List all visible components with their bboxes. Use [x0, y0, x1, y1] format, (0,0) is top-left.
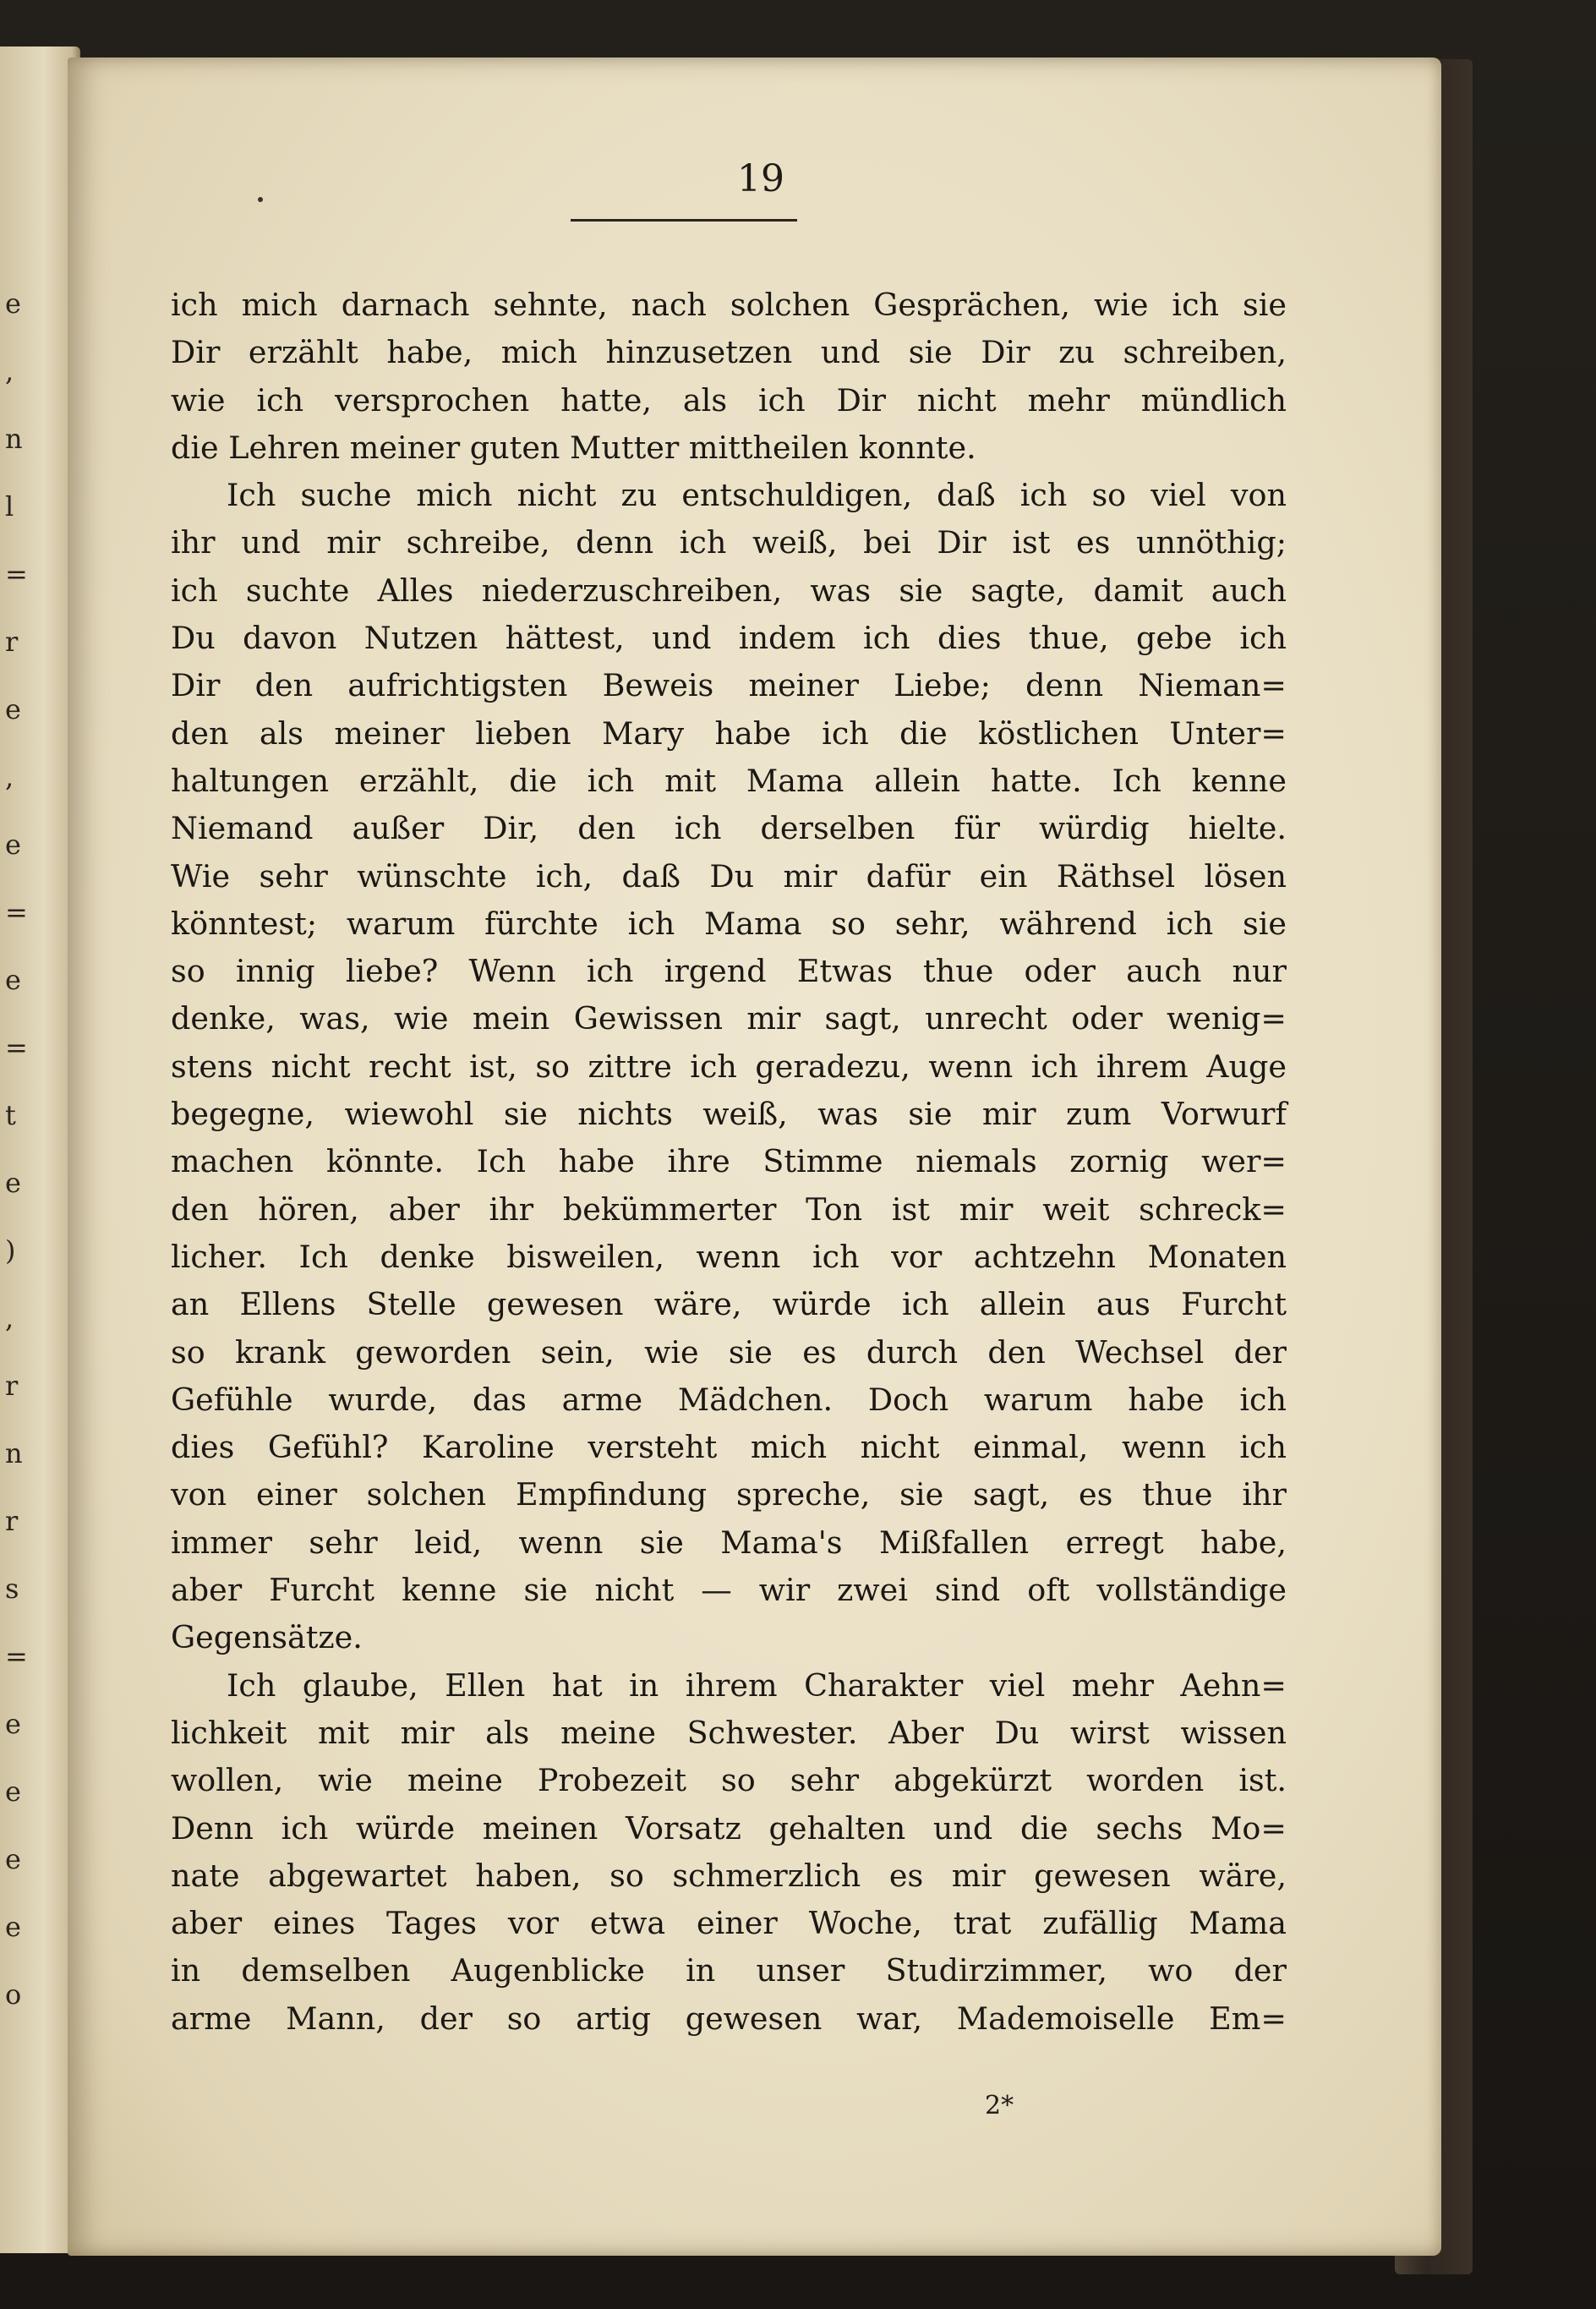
text-line: nate abgewartet haben, so schmerzlich es mir gewesen wäre, — [171, 1857, 1287, 1894]
facing-page-fragment: e — [5, 1843, 21, 1875]
facing-page-fragment: ) — [5, 1234, 16, 1267]
facing-page-fragment: l — [5, 490, 14, 523]
header-rule — [571, 219, 797, 222]
text-line: Denn ich würde meinen Vorsatz gehalten und die sechs Mo= — [171, 1809, 1287, 1847]
text-line: an Ellens Stelle gewesen wäre, würde ich allein aus Furcht — [171, 1286, 1287, 1323]
facing-page-fragment: , — [5, 355, 14, 387]
text-line: haltungen erzählt, die ich mit Mama allein hatte. Ich kenne — [171, 762, 1287, 799]
facing-page-fragment: n — [5, 423, 23, 455]
text-line: könntest; warum fürchte ich Mama so sehr, während ich sie — [171, 905, 1287, 942]
facing-page-fragment: , — [5, 1302, 14, 1334]
text-line: Du davon Nutzen hättest, und indem ich dies thue, gebe ich — [171, 620, 1287, 657]
text-line: Dir den aufrichtigsten Beweis meiner Liebe; denn Nieman= — [171, 667, 1287, 704]
text-line: licher. Ich denke bisweilen, wenn ich vor achtzehn Monaten — [171, 1238, 1287, 1275]
text-line: Niemand außer Dir, den ich derselben für würdig hielte. — [171, 810, 1287, 847]
text-line: dies Gefühl? Karoline versteht mich nicht einmal, wenn ich — [171, 1429, 1287, 1466]
facing-page-fragment: e — [5, 1776, 21, 1808]
facing-page-fragment: , — [5, 761, 14, 793]
text-line: Gefühle wurde, das arme Mädchen. Doch warum habe ich — [171, 1381, 1287, 1418]
text-line: ich mich darnach sehnte, nach solchen Gesprächen, wie ich sie — [171, 287, 1287, 323]
facing-page-fragment: = — [5, 558, 28, 590]
facing-page-fragment: o — [5, 1978, 22, 2011]
signature-mark: 2* — [985, 2091, 1014, 2120]
facing-page-fragment: e — [5, 1911, 21, 1943]
facing-page-fragment: e — [5, 964, 21, 996]
page-number: 19 — [737, 157, 784, 200]
ink-speck — [258, 197, 263, 202]
text-line: den hören, aber ihr bekümmerter Ton ist mir weit schreck= — [171, 1190, 1287, 1228]
text-line: Dir erzählt habe, mich hinzusetzen und sie Dir zu schreiben, — [171, 334, 1287, 371]
text-line: so krank geworden sein, wie sie es durch den Wechsel der — [171, 1333, 1287, 1371]
text-line: ich suchte Alles niederzuschreiben, was sie sagte, damit auch — [171, 572, 1287, 609]
facing-page-fragment: n — [5, 1437, 23, 1469]
facing-page-fragment: e — [5, 829, 21, 861]
text-line: Ich suche mich nicht zu entschuldigen, daß ich so viel von — [227, 477, 1287, 514]
text-line: lichkeit mit mir als meine Schwester. Aber Du wirst wissen — [171, 1714, 1287, 1751]
text-line: den als meiner lieben Mary habe ich die köstlichen Unter= — [171, 714, 1287, 752]
facing-page-fragment: r — [5, 1370, 19, 1402]
facing-page-fragment: e — [5, 1708, 21, 1740]
facing-page-fragment: = — [5, 896, 28, 928]
text-line: aber eines Tages vor etwa einer Woche, trat zufällig Mama — [171, 1905, 1287, 1942]
facing-page-fragment: = — [5, 1640, 28, 1672]
text-line: von einer solchen Empfindung spreche, sie sagt, es thue ihr — [171, 1476, 1287, 1513]
text-line: denke, was, wie mein Gewissen mir sagt, unrecht oder wenig= — [171, 1000, 1287, 1037]
facing-page-fragment: = — [5, 1031, 28, 1064]
facing-page-fragment: e — [5, 693, 21, 725]
text-line: arme Mann, der so artig gewesen war, Mademoiselle Em= — [171, 2000, 1287, 2037]
text-line: Gegensätze. — [171, 1619, 363, 1656]
text-line: wollen, wie meine Probezeit so sehr abgekürzt worden ist. — [171, 1762, 1287, 1799]
facing-page-fragment: r — [5, 1505, 19, 1537]
text-line: wie ich versprochen hatte, als ich Dir nicht mehr mündlich — [171, 381, 1287, 419]
text-line: ihr und mir schreibe, denn ich weiß, bei Dir ist es unnöthig; — [171, 524, 1287, 561]
text-line: die Lehren meiner guten Mutter mittheilen konnte. — [171, 429, 976, 466]
facing-page-fragment: r — [5, 626, 19, 658]
text-line: begegne, wiewohl sie nichts weiß, was sie mir zum Vorwurf — [171, 1096, 1287, 1133]
text-line: so innig liebe? Wenn ich irgend Etwas thue oder auch nur — [171, 953, 1287, 990]
text-line: immer sehr leid, wenn sie Mama's Mißfallen erregt habe, — [171, 1524, 1287, 1561]
facing-page-fragment: t — [5, 1099, 16, 1131]
book-page — [68, 57, 1441, 2256]
text-line: machen könnte. Ich habe ihre Stimme niemals zornig wer= — [171, 1143, 1287, 1180]
text-line: stens nicht recht ist, so zittre ich geradezu, wenn ich ihrem Auge — [171, 1048, 1287, 1085]
facing-page-fragment: s — [5, 1573, 19, 1605]
body-text — [171, 282, 1287, 2043]
text-line: aber Furcht kenne sie nicht — wir zwei sind oft vollständige — [171, 1572, 1287, 1609]
text-line: Wie sehr wünschte ich, daß Du mir dafür ein Räthsel lösen — [171, 857, 1287, 895]
facing-page-fragment: e — [5, 1167, 21, 1199]
text-line: in demselben Augenblicke in unser Studirzimmer, wo der — [171, 1952, 1287, 1989]
text-line: Ich glaube, Ellen hat in ihrem Charakter viel mehr Aehn= — [227, 1666, 1287, 1704]
facing-page-fragment: e — [5, 287, 21, 320]
